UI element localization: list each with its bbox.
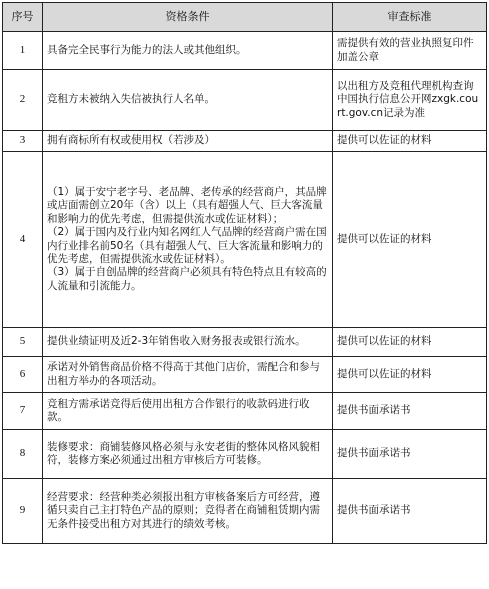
row-number: 8: [3, 430, 43, 479]
condition-text: 经营要求：经营种类必须报出租方审核备案后方可经营，遵循只卖自己主打特色产品的原则；竞得者在商铺租赁期内需无条件接受出租方对其进行的绩效考核。: [47, 490, 320, 530]
condition-cell: [43, 430, 333, 479]
standard-cell: 提供可以佐证的材料: [333, 357, 487, 393]
table-row: [3, 328, 487, 357]
row-number: 5: [3, 328, 43, 357]
condition-cell: [43, 32, 333, 70]
standard-cell: 提供书面承诺书: [333, 393, 487, 430]
condition-cell: [43, 393, 333, 430]
condition-text: 具备完全民事行为能力的法人或其他组织。: [47, 43, 247, 56]
standard-cell: 提供可以佐证的材料: [333, 328, 487, 357]
condition-cell: [43, 131, 333, 152]
condition-text: 拥有商标所有权或使用权（若涉及）: [47, 134, 215, 147]
row-number: 3: [3, 131, 43, 152]
qualification-table: [2, 2, 487, 544]
condition-text: 竞租方需承诺竞得后使用出租方合作银行的收款码进行收款。: [47, 397, 310, 423]
standard-cell: 提供书面承诺书: [333, 430, 487, 479]
condition-text: 装修要求：商铺装修风格必须与永安老街的整体风格风貌相符，装修方案必须通过出租方审核后方可装修。: [47, 440, 320, 466]
header-review-standard: 审查标准: [333, 3, 487, 32]
row-number: 4: [3, 152, 43, 328]
condition-cell: [43, 479, 333, 544]
row-number: 7: [3, 393, 43, 430]
condition-text: 竞租方未被纳入失信被执行人名单。: [47, 93, 215, 106]
table-row: [3, 131, 487, 152]
condition-cell: [43, 357, 333, 393]
standard-cell: 提供可以佐证的材料: [333, 131, 487, 152]
condition-text: （3）属于自创品牌的经营商户必须具有特色特点且有较高的人流量和引流能力。: [47, 266, 327, 292]
table-row: [3, 357, 487, 393]
table-row: [3, 152, 487, 328]
qualification-table-page: [2, 2, 486, 586]
condition-text: 承诺对外销售商品价格不得高于其他门店价，需配合和参与出租方举办的各项活动。: [47, 361, 320, 387]
condition-cell: [43, 328, 333, 357]
standard-cell: 提供书面承诺书: [333, 479, 487, 544]
header-qualification-condition: 资格条件: [43, 3, 333, 32]
table-row: [3, 32, 487, 70]
standard-cell: 提供可以佐证的材料: [333, 152, 487, 328]
header-serial-number: 序号: [3, 3, 43, 32]
standard-cell: 需提供有效的营业执照复印件加盖公章: [333, 32, 487, 70]
row-number: 2: [3, 70, 43, 131]
table-row: [3, 393, 487, 430]
condition-text: （1）属于安宁老字号、老品牌、老传承的经营商户，其品牌或店面需创立20年（含）以上（具有超强人气、巨大客流量和影响力的优先考虑，但需提供流水或佐证材料）；: [47, 185, 327, 225]
table-row: [3, 70, 487, 131]
table-row: [3, 479, 487, 544]
standard-cell: 以出租方及竞租代理机构查询中国执行信息公开网zxgk.court.gov.cn记录为准: [333, 70, 487, 131]
condition-text: （2）属于国内及行业内知名网红人气品牌的经营商户需在国内行业排名前50名（具有超强人气、巨大客流量和影响力的优先考虑，但需提供流水或佐证材料）。: [47, 226, 327, 265]
condition-cell: [43, 152, 333, 328]
row-number: 6: [3, 357, 43, 393]
row-number: 1: [3, 32, 43, 70]
row-number: 9: [3, 479, 43, 544]
condition-cell: [43, 70, 333, 131]
condition-text: 提供业绩证明及近2-3年销售收入财务报表或银行流水。: [47, 335, 306, 348]
table-header-row: [3, 3, 487, 32]
table-row: [3, 430, 487, 479]
